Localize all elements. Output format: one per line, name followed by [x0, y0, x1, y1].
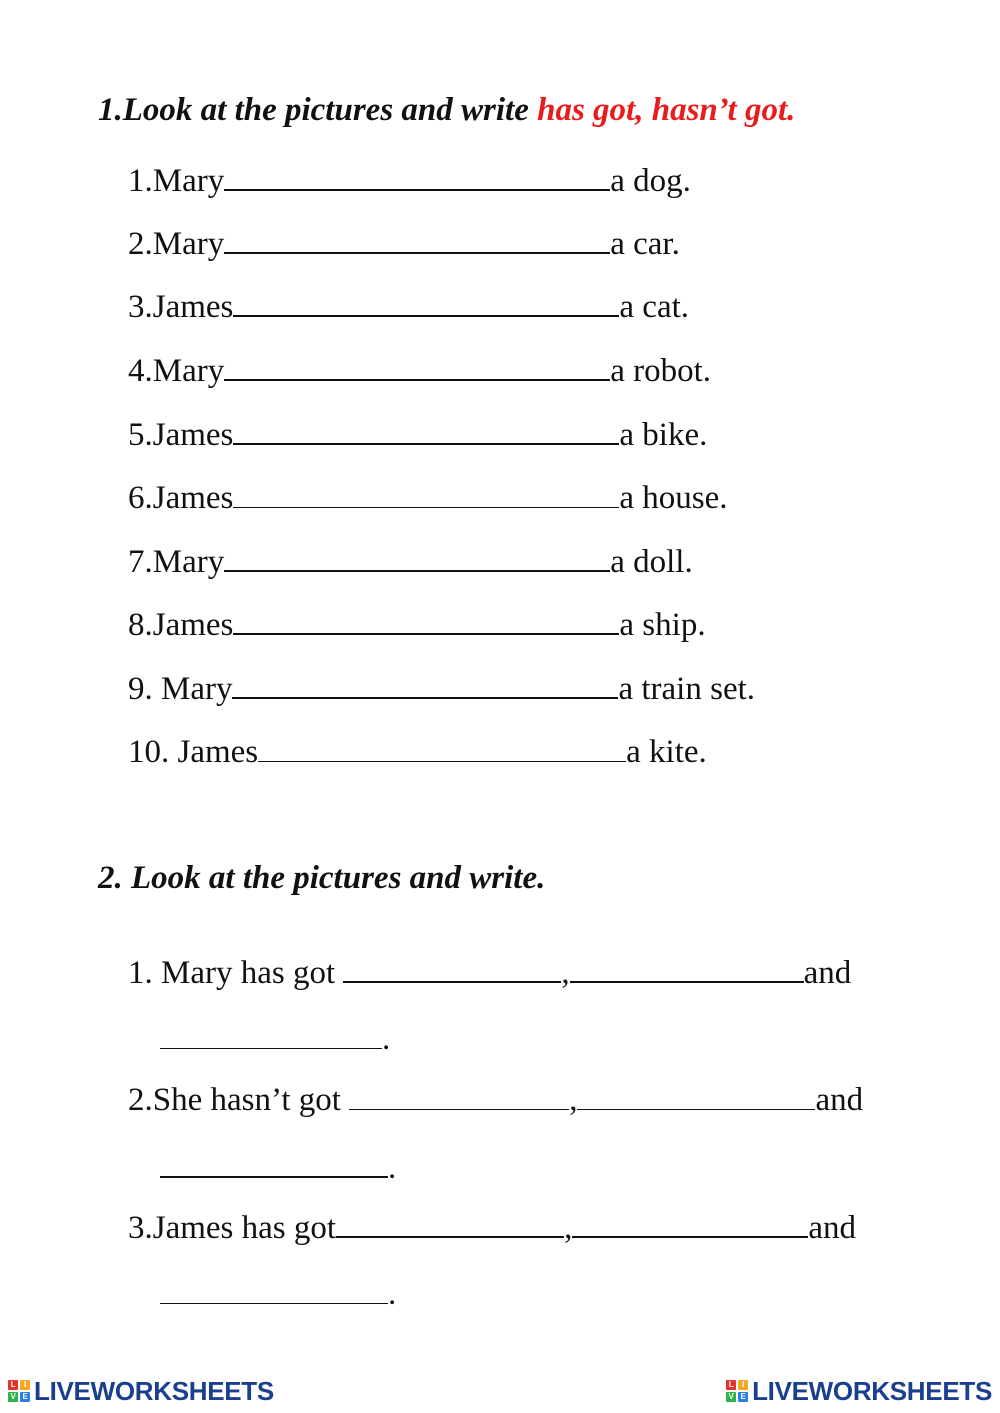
logo-letter: L [726, 1380, 736, 1390]
section-2-heading [98, 862, 545, 895]
item-subject: James [152, 417, 234, 453]
item-number: 8. [128, 607, 153, 643]
logo-letter: E [20, 1392, 30, 1402]
section-1-highlight: has got, hasn’t got. [537, 92, 796, 128]
section-2-number: 2. [98, 860, 123, 896]
item-number: 1. [128, 955, 153, 991]
section-1-heading [98, 94, 795, 127]
item-separator: , [569, 1082, 578, 1118]
item-subject: Mary [152, 163, 225, 199]
item-subject: James [152, 480, 234, 516]
answer-blank[interactable] [160, 1277, 388, 1304]
exercise-1-item [128, 226, 680, 261]
exercise-1-item [128, 671, 755, 706]
exercise-2-continuation [160, 1022, 390, 1056]
item-number: 3. [128, 289, 153, 325]
item-subject: Mary [152, 544, 225, 580]
answer-blank[interactable] [224, 353, 610, 381]
item-subject: Mary [152, 353, 225, 389]
logo-letter: V [726, 1392, 736, 1402]
answer-blank[interactable] [233, 289, 619, 317]
answer-blank[interactable] [336, 1210, 564, 1238]
exercise-2-continuation [160, 1150, 396, 1185]
liveworksheets-mark-icon [726, 1380, 748, 1402]
exercise-2-item [128, 1083, 863, 1117]
item-subject: Mary [152, 671, 233, 707]
exercise-1-item [128, 735, 707, 769]
section-1-number: 1. [98, 92, 123, 128]
item-text: Mary has got [161, 955, 344, 991]
logo-text: LIVEWORKSHEETS [752, 1375, 992, 1406]
item-number: 6. [128, 480, 153, 516]
item-object: a house. [619, 480, 728, 516]
item-number: 5. [128, 417, 153, 453]
exercise-1-item [128, 544, 693, 579]
answer-blank[interactable] [343, 955, 561, 983]
item-number: 1. [128, 163, 153, 199]
item-subject: James [152, 607, 234, 643]
item-number: 10. [128, 734, 170, 770]
item-object: a robot. [610, 353, 712, 389]
item-number: 2. [128, 226, 153, 262]
exercise-1-item [128, 607, 706, 642]
item-end: . [388, 1150, 397, 1186]
item-text: She hasn’t got [152, 1082, 350, 1118]
item-conjunction: and [815, 1082, 864, 1118]
item-object: a ship. [619, 607, 706, 643]
exercise-1-item [128, 417, 707, 452]
item-conjunction: and [808, 1210, 856, 1246]
item-object: a doll. [610, 544, 693, 580]
exercise-1-item [128, 289, 689, 324]
item-text: James has got [152, 1210, 337, 1246]
answer-blank[interactable] [233, 417, 619, 445]
answer-blank[interactable] [233, 607, 619, 635]
answer-blank[interactable] [349, 1083, 569, 1110]
answer-blank[interactable] [224, 226, 610, 254]
item-number: 3. [128, 1210, 153, 1246]
logo-letter: L [8, 1380, 18, 1390]
item-object: a kite. [626, 734, 707, 770]
item-object: a car. [610, 226, 680, 262]
answer-blank[interactable] [572, 1210, 808, 1238]
logo-letter: I [738, 1380, 748, 1390]
item-object: a dog. [610, 163, 691, 199]
exercise-2-item [128, 955, 851, 990]
section-2-instruction: Look at the pictures and write. [131, 860, 546, 896]
answer-blank[interactable] [224, 163, 610, 191]
liveworksheets-logo-right [726, 1377, 992, 1405]
logo-letter: V [8, 1392, 18, 1402]
answer-blank[interactable] [233, 481, 619, 508]
answer-blank[interactable] [577, 1083, 815, 1110]
item-number: 9. [128, 671, 153, 707]
section-1-instruction: Look at the pictures and write [122, 92, 538, 128]
answer-blank[interactable] [224, 544, 610, 572]
item-subject: James [152, 289, 234, 325]
item-end: . [382, 1021, 391, 1057]
item-subject: James [169, 734, 259, 770]
item-object: a train set. [618, 671, 756, 707]
item-conjunction: and [803, 955, 852, 991]
exercise-1-item [128, 353, 711, 388]
item-subject: Mary [152, 226, 225, 262]
exercise-2-continuation [160, 1277, 396, 1311]
item-number: 4. [128, 353, 153, 389]
answer-blank[interactable] [258, 735, 626, 762]
item-end: . [388, 1276, 397, 1312]
item-separator: , [561, 955, 570, 991]
item-separator: , [564, 1210, 573, 1246]
answer-blank[interactable] [160, 1150, 388, 1178]
item-object: a cat. [619, 289, 690, 325]
logo-letter: E [738, 1392, 748, 1402]
answer-blank[interactable] [160, 1022, 382, 1049]
item-object: a bike. [619, 417, 708, 453]
answer-blank[interactable] [570, 955, 804, 983]
item-number: 7. [128, 544, 153, 580]
answer-blank[interactable] [232, 671, 618, 699]
exercise-1-item [128, 163, 691, 198]
liveworksheets-logo-left [8, 1377, 274, 1405]
item-number: 2. [128, 1082, 153, 1118]
logo-text: LIVEWORKSHEETS [34, 1375, 274, 1406]
logo-letter: I [20, 1380, 30, 1390]
exercise-1-item [128, 481, 728, 515]
exercise-2-item [128, 1210, 856, 1245]
liveworksheets-mark-icon [8, 1380, 30, 1402]
